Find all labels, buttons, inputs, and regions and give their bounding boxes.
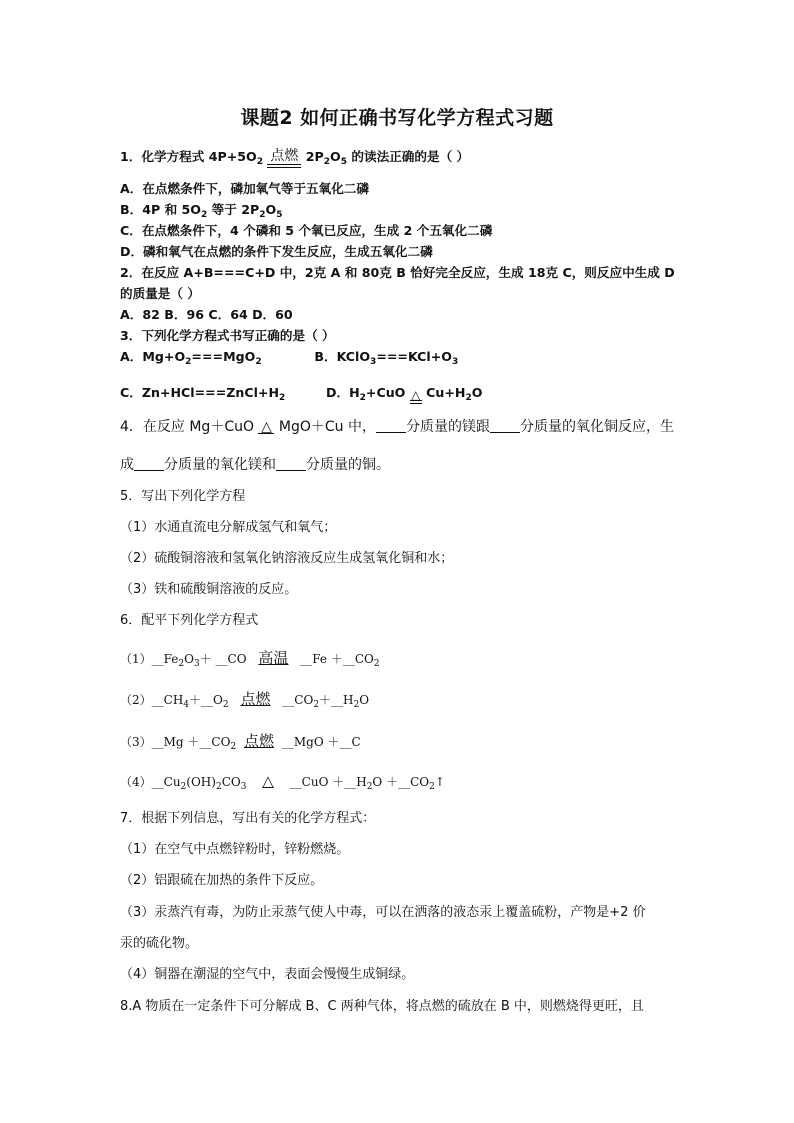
q7-part4: （4）铜器在潮湿的空气中，表面会慢慢生成铜绿。 — [120, 967, 415, 982]
q2-options: A．82 B．96 C．64 D．60 — [120, 307, 293, 322]
q4-line1: 4．在反应 Mg＋CuO △ MgO＋Cu 中， 分质量的镁跟 分质量的氧化铜反应，生 — [120, 419, 674, 435]
answer-blank[interactable] — [134, 458, 164, 471]
answer-blank[interactable] — [276, 458, 306, 471]
q5-stem: 5．写出下列化学方程 — [120, 489, 246, 504]
q7-stem: 7．根据下列信息，写出有关的化学方程式： — [120, 811, 376, 826]
page-title: 课题2 如何正确书写化学方程式习题 — [240, 107, 554, 129]
reaction-condition: 点燃 — [267, 149, 301, 171]
q5-part2: （2）硫酸铜溶液和氢氧化钠溶液反应生成氢氧化铜和水； — [120, 551, 454, 566]
q6-eq4: $(4)\_\_Cu_2(OH)_2CO_3$ △ __CuO $+\_\_H_2O$ $+\_\_CO_2↑$ — [120, 772, 445, 792]
q2-stem-line2: 的质量是（ ） — [120, 286, 200, 301]
q1-option-a: A．在点燃条件下，磷加氧气等于五氧化二磷 — [120, 181, 370, 196]
q1-option-c: C．在点燃条件下，4 个磷和 5 个氧已反应，生成 2 个五氧化二磷 — [120, 223, 493, 238]
q1-option-b: B．4P 和 $5O_2$ 等于 $2P_2O_5$ — [120, 202, 283, 220]
q6-eq3: （3）__Mg $+\_\_CO_2$ 点燃 __MgO ＋__C — [120, 732, 361, 752]
q5-part3: （3）铁和硫酸铜溶液的反应。 — [120, 582, 298, 597]
q6-eq1: $(1)\_\_Fe_2O_3+$ __CO 高温 __Fe $+\_\_CO_2$ — [120, 649, 380, 669]
q7-part3-line1: （3）汞蒸汽有毒，为防止汞蒸气使人中毒，可以在洒落的液态汞上覆盖硫粉，产物是+2 价 — [120, 905, 646, 920]
q3-stem: 3．下列化学方程式书写正确的是（ ） — [120, 328, 335, 343]
q1-option-d: D．磷和氧气在点燃的条件下发生反应，生成五氧化二磷 — [120, 244, 433, 259]
q8-stem-line1: 8.A 物质在一定条件下可分解成 B、C 两种气体，将点燃的硫放在 B 中，则燃烧得更旺，且 — [120, 999, 644, 1014]
answer-blank[interactable] — [490, 420, 520, 433]
q3-options-ab: A．$Mg+O_2===MgO_2$ B．$KClO_3===KCl+O_3$ — [120, 349, 459, 367]
q5-part1: （1）水通直流电分解成氢气和氧气； — [120, 520, 337, 535]
q6-stem: 6．配平下列化学方程式 — [120, 613, 259, 628]
q7-part3-line2: 汞的硫化物。 — [120, 936, 199, 951]
q6-eq2: $(2)\_\_CH_4+\_\_O_2$ 点燃 $\_\_CO_2+\_\_H_2O$ — [120, 690, 370, 710]
q2-stem-line1: 2．在反应 A+B===C+D 中，2克 A 和 80克 B 恰好完全反应，生成 18克 C，则反应中生成 D — [120, 265, 675, 280]
q7-part1: （1）在空气中点燃锌粉时，锌粉燃烧。 — [120, 842, 350, 857]
q7-part2: （2）铝跟硫在加热的条件下反应。 — [120, 873, 324, 888]
q1-stem: 1．化学方程式 $4P+5O_2$ 点燃 $2P_2O_5$ 的读法正确的是（ ） — [120, 148, 469, 171]
q3-options-cd: C．$Zn+HCl===ZnCl+H_2$ D．$H_2+CuO$ △ $Cu+H_2O$ — [120, 385, 483, 403]
q4-line2: 成 分质量的氧化镁和 分质量的铜。 — [120, 457, 390, 473]
answer-blank[interactable] — [376, 420, 406, 433]
